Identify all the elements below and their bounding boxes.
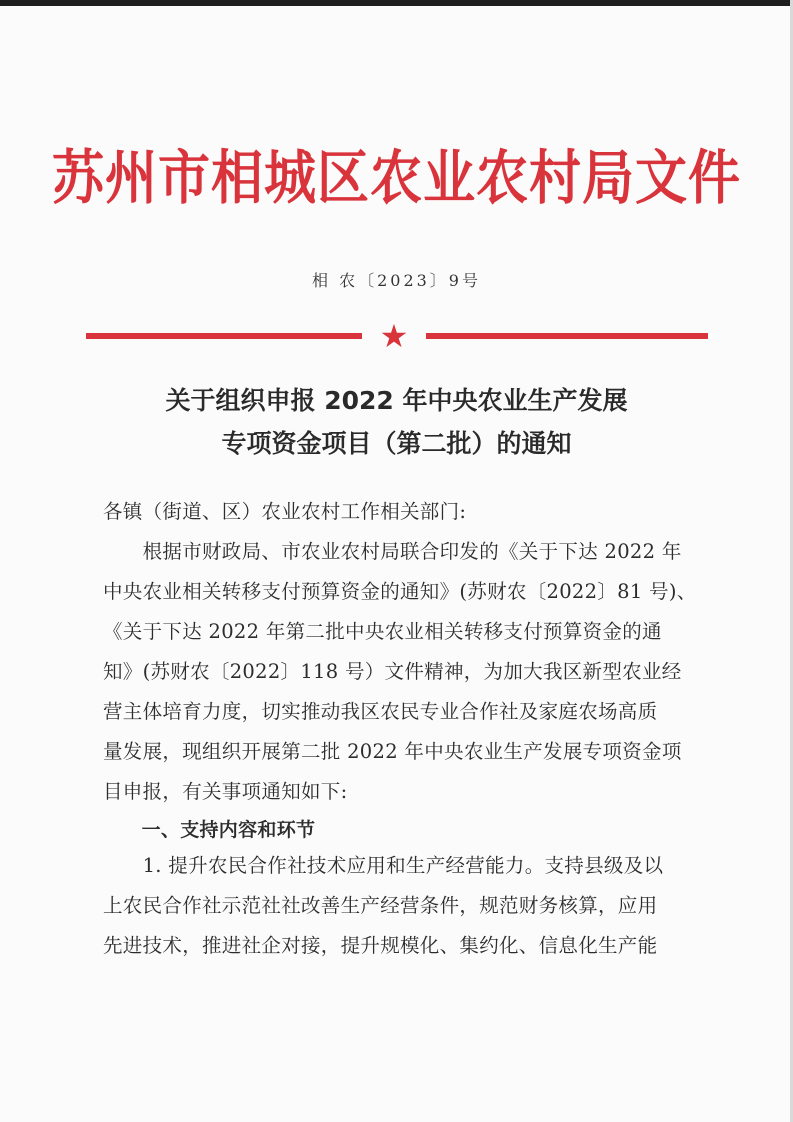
red-divider-right xyxy=(426,333,708,339)
scan-edge-top xyxy=(0,0,793,6)
paragraph-line: 先进技术，推进社企对接，提升规模化、集约化、信息化生产能 xyxy=(103,934,658,957)
paragraph-line: 根据市财政局、市农业农村局联合印发的《关于下达 2022 年 xyxy=(103,540,682,563)
paragraph-line: 1. 提升农民合作社技术应用和生产经营能力。支持县级及以 xyxy=(103,854,664,877)
paragraph-line: 量发展，现组织开展第二批 2022 年中央农业生产发展专项资金项 xyxy=(103,740,682,763)
paragraph-line: 知》(苏财农〔2022〕118 号）文件精神，为加大我区新型农业经 xyxy=(103,660,682,683)
issuing-authority-header: 苏州市相城区农业农村局文件 xyxy=(51,145,741,213)
paragraph-line: 《关于下达 2022 年第二批中央农业相关转移支付预算资金的通 xyxy=(103,620,662,643)
document-number: 相 农〔2023〕9号 xyxy=(312,271,481,290)
paragraph-line: 中央农业相关转移支付预算资金的通知》(苏财农〔2022〕81 号)、 xyxy=(103,580,697,603)
paragraph-line: 营主体培育力度，切实推动我区农民专业合作社及家庭农场高质 xyxy=(103,700,658,723)
document-title-line-2: 专项资金项目（第二批）的通知 xyxy=(221,429,572,458)
red-divider-left xyxy=(86,333,362,339)
addressee: 各镇（街道、区）农业农村工作相关部门: xyxy=(103,500,467,523)
paragraph-line: 目申报，有关事项通知如下: xyxy=(103,780,348,803)
paragraph-line: 上农民合作社示范社社改善生产经营条件，规范财务核算，应用 xyxy=(103,894,658,917)
star-icon: ★ xyxy=(379,317,409,355)
document-title-line-1: 关于组织申报 2022 年中央农业生产发展 xyxy=(165,386,628,415)
section-heading: 一、支持内容和环节 xyxy=(103,819,316,841)
